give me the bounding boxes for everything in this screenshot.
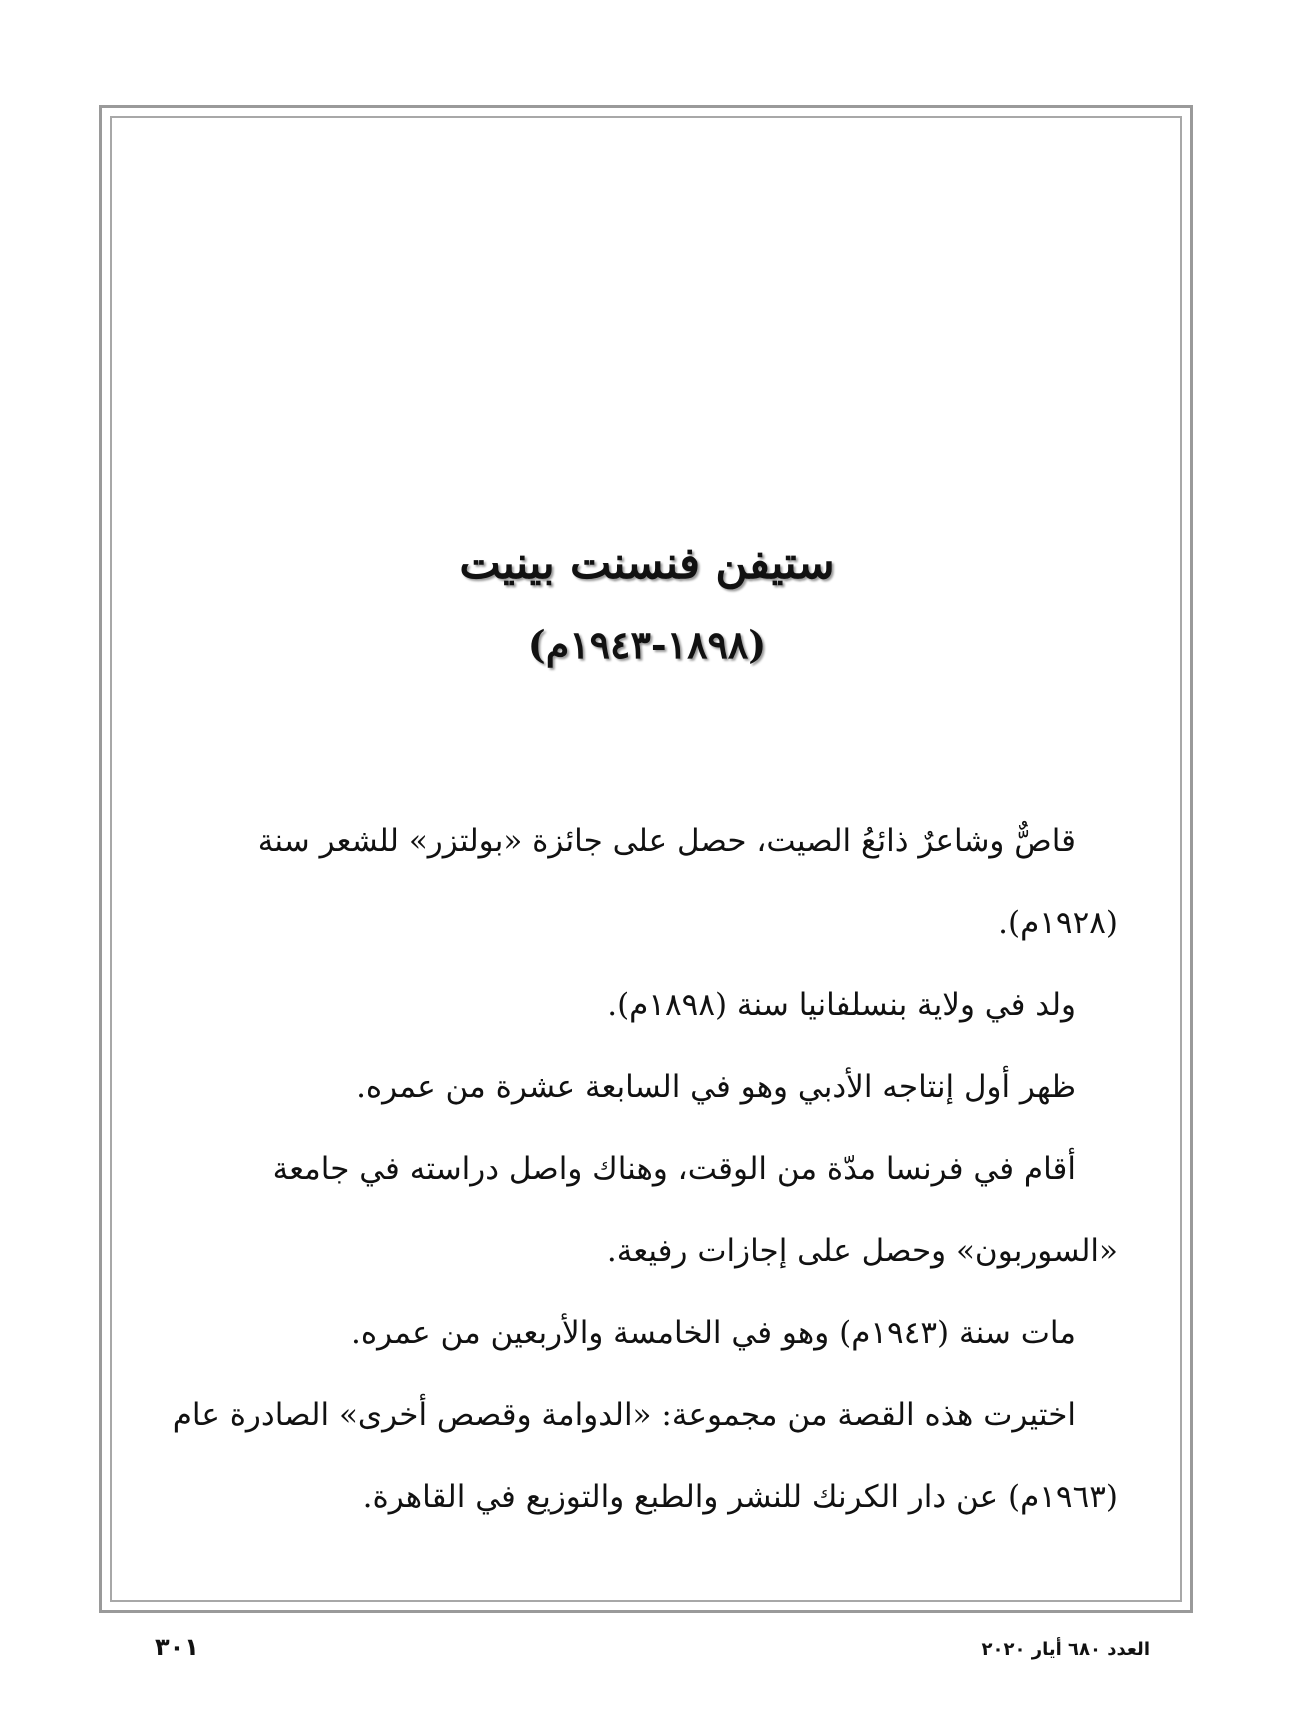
issue-info: العدد ٦٨٠ أيار ٢٠٢٠ xyxy=(981,1639,1150,1660)
paragraph-source: اختيرت هذه القصة من مجموعة: «الدوامة وقصص أخرى» الصادرة عام (١٩٦٣م) عن دار الكرنك للنشر والطبع والتوزيع في القاهرة. xyxy=(172,1397,1118,1515)
page-footer xyxy=(150,1633,1150,1673)
article-body xyxy=(150,800,1118,1538)
paragraph-first-work: ظهر أول إنتاجه الأدبي وهو في السابعة عشرة من عمره. xyxy=(356,1069,1076,1105)
paragraph-bio: قاصٌّ وشاعرٌ ذائعُ الصيت، حصل على جائزة «بولتزر» للشعر سنة (١٩٢٨م). xyxy=(257,823,1118,941)
paragraph-birth: ولد في ولاية بنسلفانيا سنة (١٨٩٨م). xyxy=(607,987,1076,1023)
page-number: ٣٠١ xyxy=(155,1633,199,1661)
paragraph-death: مات سنة (١٩٤٣م) وهو في الخامسة والأربعين من عمره. xyxy=(351,1315,1076,1351)
paragraph-france: أقام في فرنسا مدّة من الوقت، وهناك واصل دراسته في جامعة «السوربون» وحصل على إجازات رفيعة. xyxy=(272,1151,1118,1269)
article-title: ستيفن فنسنت بينيت xyxy=(459,538,835,589)
article-dates: (١٨٩٨-١٩٤٣م) xyxy=(527,622,767,667)
